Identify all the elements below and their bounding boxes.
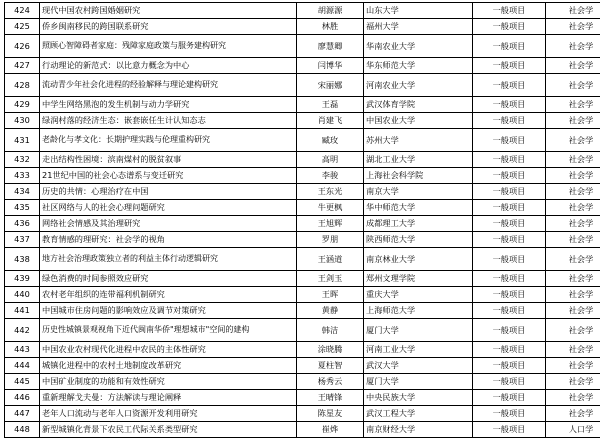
cell-organization: 南京财经大学: [364, 422, 473, 438]
cell-organization: 郑州文理学院: [364, 271, 473, 287]
cell-project-type: 一般项目: [473, 422, 546, 438]
cell-discipline: 社会学: [546, 232, 600, 248]
cell-principal: 闫博华: [297, 58, 364, 74]
cell-text: 流动青少年社会化进程的经验解释与理论建构研究: [42, 80, 218, 89]
cell-discipline: 社会学: [546, 271, 600, 287]
cell-discipline: 社会学: [546, 342, 600, 358]
cell-principal: 高明: [297, 152, 364, 168]
cell-project-title: 历史的共情：心理治疗在中国: [40, 184, 297, 200]
cell-project-title: [40, 74, 297, 97]
cell-project-type: 一般项目: [473, 406, 546, 422]
cell-organization: 苏州大学: [364, 129, 473, 152]
cell-project-type: 一般项目: [473, 58, 546, 74]
cell-project-type: 一般项目: [473, 374, 546, 390]
cell-text: 老龄化与孝文化：长期护理实践与伦理重构研究: [42, 135, 210, 144]
cell-organization: 华南农业大学: [364, 35, 473, 58]
cell-project-title: 现代中国农村跨国婚姻研究: [40, 3, 297, 19]
cell-project-type: 一般项目: [473, 319, 546, 342]
cell-project-title: 行动理论的新范式：以比意力概念为中心: [40, 58, 297, 74]
cell-serial-number: 431: [5, 129, 40, 152]
table-row: [5, 216, 600, 232]
cell-principal: 臧玫: [297, 129, 364, 152]
cell-project-type: 一般项目: [473, 35, 546, 58]
table-row: [5, 303, 600, 319]
cell-principal: 林胜: [297, 19, 364, 35]
cell-serial-number: 434: [5, 184, 40, 200]
cell-project-title: 社区网络与人的社会心理问题研究: [40, 200, 297, 216]
cell-organization: 成都理工大学: [364, 216, 473, 232]
table-row: [5, 406, 600, 422]
cell-project-type: 一般项目: [473, 232, 546, 248]
cell-organization: 南京林业大学: [364, 248, 473, 271]
table-row: [5, 232, 600, 248]
cell-organization: 河南工业大学: [364, 342, 473, 358]
cell-discipline: 人口学: [546, 422, 600, 438]
cell-principal: 宋丽娜: [297, 74, 364, 97]
cell-serial-number: 447: [5, 406, 40, 422]
cell-project-type: 一般项目: [473, 74, 546, 97]
cell-principal: 王磊: [297, 97, 364, 113]
cell-serial-number: 436: [5, 216, 40, 232]
cell-principal: 黄静: [297, 303, 364, 319]
project-table: [4, 2, 600, 438]
table-row: [5, 271, 600, 287]
cell-principal: 王旭辉: [297, 216, 364, 232]
cell-serial-number: 448: [5, 422, 40, 438]
cell-serial-number: 428: [5, 74, 40, 97]
table-row: [5, 342, 600, 358]
cell-serial-number: 426: [5, 35, 40, 58]
cell-serial-number: 446: [5, 390, 40, 406]
cell-project-title: 城镇化进程中的农村土地制度改革研究: [40, 358, 297, 374]
cell-project-type: 一般项目: [473, 271, 546, 287]
cell-serial-number: 429: [5, 97, 40, 113]
cell-project-title: [40, 319, 297, 342]
cell-discipline: 社会学: [546, 358, 600, 374]
cell-discipline: 社会学: [546, 216, 600, 232]
cell-organization: 上海社会科学院: [364, 168, 473, 184]
cell-principal: 崔烨: [297, 422, 364, 438]
cell-organization: 山东大学: [364, 3, 473, 19]
table-row: [5, 3, 600, 19]
cell-discipline: 社会学: [546, 248, 600, 271]
cell-principal: 肖建飞: [297, 113, 364, 129]
cell-project-title: [40, 129, 297, 152]
cell-organization: 中国农业大学: [364, 113, 473, 129]
table-row: [5, 35, 600, 58]
cell-text: 照顾心智障碍者家庭：残障家庭政策与服务建构研究: [42, 41, 226, 50]
cell-project-title: 网络社会情感及其治理研究: [40, 216, 297, 232]
cell-serial-number: 435: [5, 200, 40, 216]
cell-principal: 王晴锋: [297, 390, 364, 406]
cell-discipline: 社会学: [546, 152, 600, 168]
cell-project-type: 一般项目: [473, 390, 546, 406]
cell-serial-number: 425: [5, 19, 40, 35]
table-row: [5, 287, 600, 303]
table-row: [5, 184, 600, 200]
cell-principal: 牛更枫: [297, 200, 364, 216]
cell-principal: 王东光: [297, 184, 364, 200]
cell-project-type: 一般项目: [473, 303, 546, 319]
cell-project-type: 一般项目: [473, 3, 546, 19]
cell-project-type: 一般项目: [473, 129, 546, 152]
cell-serial-number: 445: [5, 374, 40, 390]
cell-project-title: 教育情感的理研究：社会学的视角: [40, 232, 297, 248]
cell-serial-number: 442: [5, 319, 40, 342]
cell-discipline: 社会学: [546, 168, 600, 184]
cell-principal: 胡源源: [297, 3, 364, 19]
cell-principal: 陈星友: [297, 406, 364, 422]
cell-serial-number: 427: [5, 58, 40, 74]
cell-organization: 厦门大学: [364, 374, 473, 390]
cell-principal: 王晖: [297, 287, 364, 303]
cell-discipline: 社会学: [546, 3, 600, 19]
cell-organization: 南京大学: [364, 184, 473, 200]
cell-serial-number: 424: [5, 3, 40, 19]
table-row: [5, 248, 600, 271]
table-row: [5, 200, 600, 216]
cell-discipline: 社会学: [546, 200, 600, 216]
cell-project-type: 一般项目: [473, 19, 546, 35]
cell-project-title: [40, 248, 297, 271]
cell-project-title: 21世纪中国的社会心态谱系与变迁研究: [40, 168, 297, 184]
cell-serial-number: 433: [5, 168, 40, 184]
cell-project-title: 新型城镇化背景下农民工代际关系类型研究: [40, 422, 297, 438]
cell-project-title: 走出结构性困境：滨南煤村的脱贫叙事: [40, 152, 297, 168]
cell-project-title: 绿色消费的时间参照效应研究: [40, 271, 297, 287]
cell-project-title: 中学生网络黑泡的发生机制与动力学研究: [40, 97, 297, 113]
cell-project-title: 中国城市住房问题的影响效应及调节对策研究: [40, 303, 297, 319]
cell-discipline: 社会学: [546, 319, 600, 342]
cell-principal: 王涵道: [297, 248, 364, 271]
cell-project-type: 一般项目: [473, 287, 546, 303]
table-row: [5, 152, 600, 168]
cell-serial-number: 441: [5, 303, 40, 319]
cell-discipline: 社会学: [546, 303, 600, 319]
table-row: [5, 374, 600, 390]
table-row: [5, 74, 600, 97]
table-row: [5, 129, 600, 152]
cell-project-title: 中国农业农村现代化进程中农民的主体性研究: [40, 342, 297, 358]
cell-text: 历史性城镇景观视角下近代闽南华侨"理想城市"空间的建构: [42, 325, 249, 334]
cell-serial-number: 439: [5, 271, 40, 287]
cell-project-type: 一般项目: [473, 152, 546, 168]
cell-principal: 王剑玉: [297, 271, 364, 287]
cell-project-type: 一般项目: [473, 248, 546, 271]
cell-serial-number: 437: [5, 232, 40, 248]
cell-project-type: 一般项目: [473, 216, 546, 232]
cell-principal: 涂晓腾: [297, 342, 364, 358]
cell-project-type: 一般项目: [473, 168, 546, 184]
cell-organization: 武汉大学: [364, 358, 473, 374]
table-row: [5, 19, 600, 35]
table-row: [5, 390, 600, 406]
cell-organization: 河南农业大学: [364, 74, 473, 97]
table-row: [5, 113, 600, 129]
table-row: [5, 358, 600, 374]
cell-discipline: 社会学: [546, 35, 600, 58]
cell-serial-number: 444: [5, 358, 40, 374]
cell-serial-number: 443: [5, 342, 40, 358]
cell-discipline: 社会学: [546, 287, 600, 303]
cell-discipline: 社会学: [546, 184, 600, 200]
cell-text: 地方社会治理政策独立者的利益主体行动逻辑研究: [42, 254, 218, 263]
cell-discipline: 社会学: [546, 129, 600, 152]
cell-organization: 中央民族大学: [364, 390, 473, 406]
cell-discipline: 社会学: [546, 97, 600, 113]
cell-project-type: 一般项目: [473, 113, 546, 129]
table-row: [5, 168, 600, 184]
cell-discipline: 社会学: [546, 113, 600, 129]
cell-principal: 罗朋: [297, 232, 364, 248]
cell-serial-number: 438: [5, 248, 40, 271]
cell-project-title: 农村老年组织的连带福利机制研究: [40, 287, 297, 303]
cell-principal: 夏柱智: [297, 358, 364, 374]
cell-discipline: 社会学: [546, 74, 600, 97]
cell-serial-number: 440: [5, 287, 40, 303]
cell-project-title: 老年人口流动与老年人口资源开发利用研究: [40, 406, 297, 422]
cell-serial-number: 432: [5, 152, 40, 168]
cell-project-type: 一般项目: [473, 200, 546, 216]
cell-organization: 上海师范大学: [364, 303, 473, 319]
table-row: [5, 422, 600, 438]
cell-organization: 福州大学: [364, 19, 473, 35]
cell-project-type: 一般项目: [473, 184, 546, 200]
cell-organization: 武汉工程大学: [364, 406, 473, 422]
table-row: [5, 319, 600, 342]
cell-principal: 李骏: [297, 168, 364, 184]
cell-project-title: 中国矿业制度的功能和有效性研究: [40, 374, 297, 390]
cell-organization: 华东师范大学: [364, 58, 473, 74]
table-row: [5, 97, 600, 113]
cell-project-type: 一般项目: [473, 342, 546, 358]
cell-discipline: 社会学: [546, 406, 600, 422]
cell-project-type: 一般项目: [473, 97, 546, 113]
cell-organization: 厦门大学: [364, 319, 473, 342]
table-body: [5, 3, 600, 438]
cell-project-type: 一般项目: [473, 358, 546, 374]
cell-principal: 廖慧卿: [297, 35, 364, 58]
cell-project-title: 重新理解戈夫曼：方法解读与理论阐释: [40, 390, 297, 406]
cell-project-title: 绿润村落的经济生态：嵌套嵌任生计认知态志: [40, 113, 297, 129]
cell-principal: 韩洁: [297, 319, 364, 342]
cell-principal: 杨秀云: [297, 374, 364, 390]
cell-serial-number: 430: [5, 113, 40, 129]
cell-project-title: [40, 35, 297, 58]
table-row: [5, 58, 600, 74]
cell-organization: 重庆大学: [364, 287, 473, 303]
cell-project-title: 侨乡闽南移民的跨国联系研究: [40, 19, 297, 35]
cell-discipline: 社会学: [546, 58, 600, 74]
cell-organization: 华中师范大学: [364, 200, 473, 216]
cell-organization: 陕西师范大学: [364, 232, 473, 248]
cell-organization: 武汉体育学院: [364, 97, 473, 113]
cell-discipline: 社会学: [546, 19, 600, 35]
cell-discipline: 社会学: [546, 390, 600, 406]
cell-discipline: 社会学: [546, 374, 600, 390]
cell-organization: 湖北工业大学: [364, 152, 473, 168]
